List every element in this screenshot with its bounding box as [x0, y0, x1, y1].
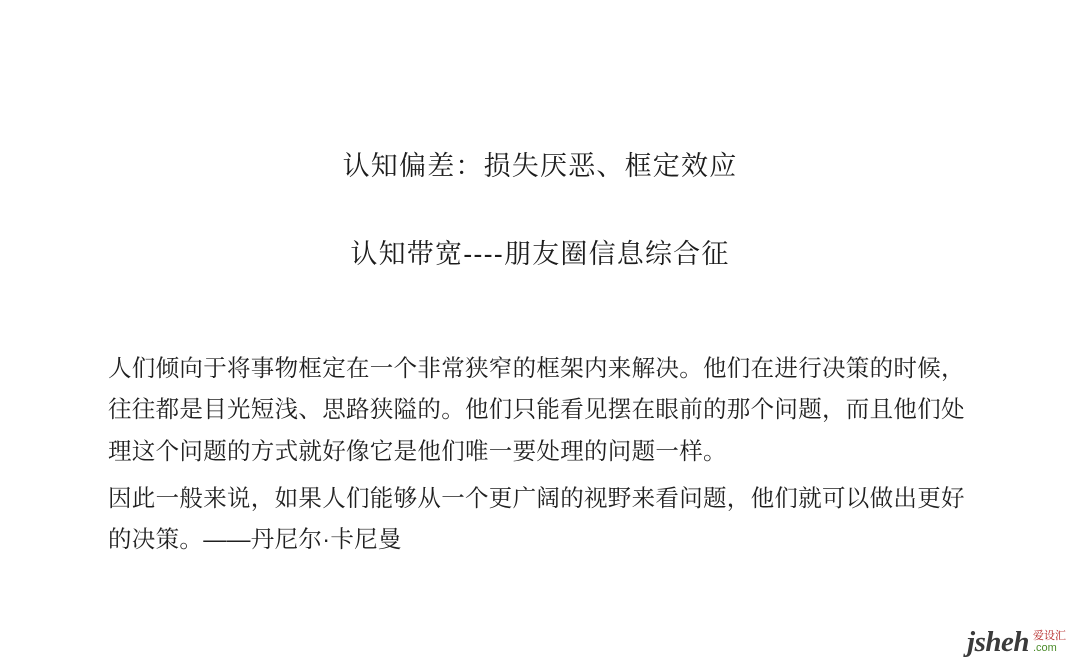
heading-group: [0, 148, 1080, 273]
slide-title-secondary: 认知带宽----朋友圈信息综合征: [350, 239, 730, 270]
watermark: [967, 628, 1066, 657]
body-paragraph-1: 人们倾向于将事物框定在一个非常狭窄的框架内来解决。他们在进行决策的时候，往往都是目光短浅、思路狭隘的。他们只能看见摆在眼前的那个问题，而且他们处理这个问题的方式就好像它是他们唯一要处理的问题一样。: [108, 355, 965, 464]
watermark-domain-text: .com: [1033, 642, 1057, 655]
watermark-logo-text: jsheh: [967, 626, 1029, 658]
slide-title-primary: 认知偏差：损失厌恶、框定效应: [342, 151, 738, 181]
body-text-block: [108, 348, 974, 561]
watermark-side-text: [1033, 630, 1066, 657]
watermark-cn-text: 爱设汇: [1033, 629, 1066, 642]
body-paragraph-2: 因此一般来说，如果人们能够从一个更广阔的视野来看问题，他们就可以做出更好的决策。——丹尼尔·卡尼曼: [108, 485, 965, 553]
